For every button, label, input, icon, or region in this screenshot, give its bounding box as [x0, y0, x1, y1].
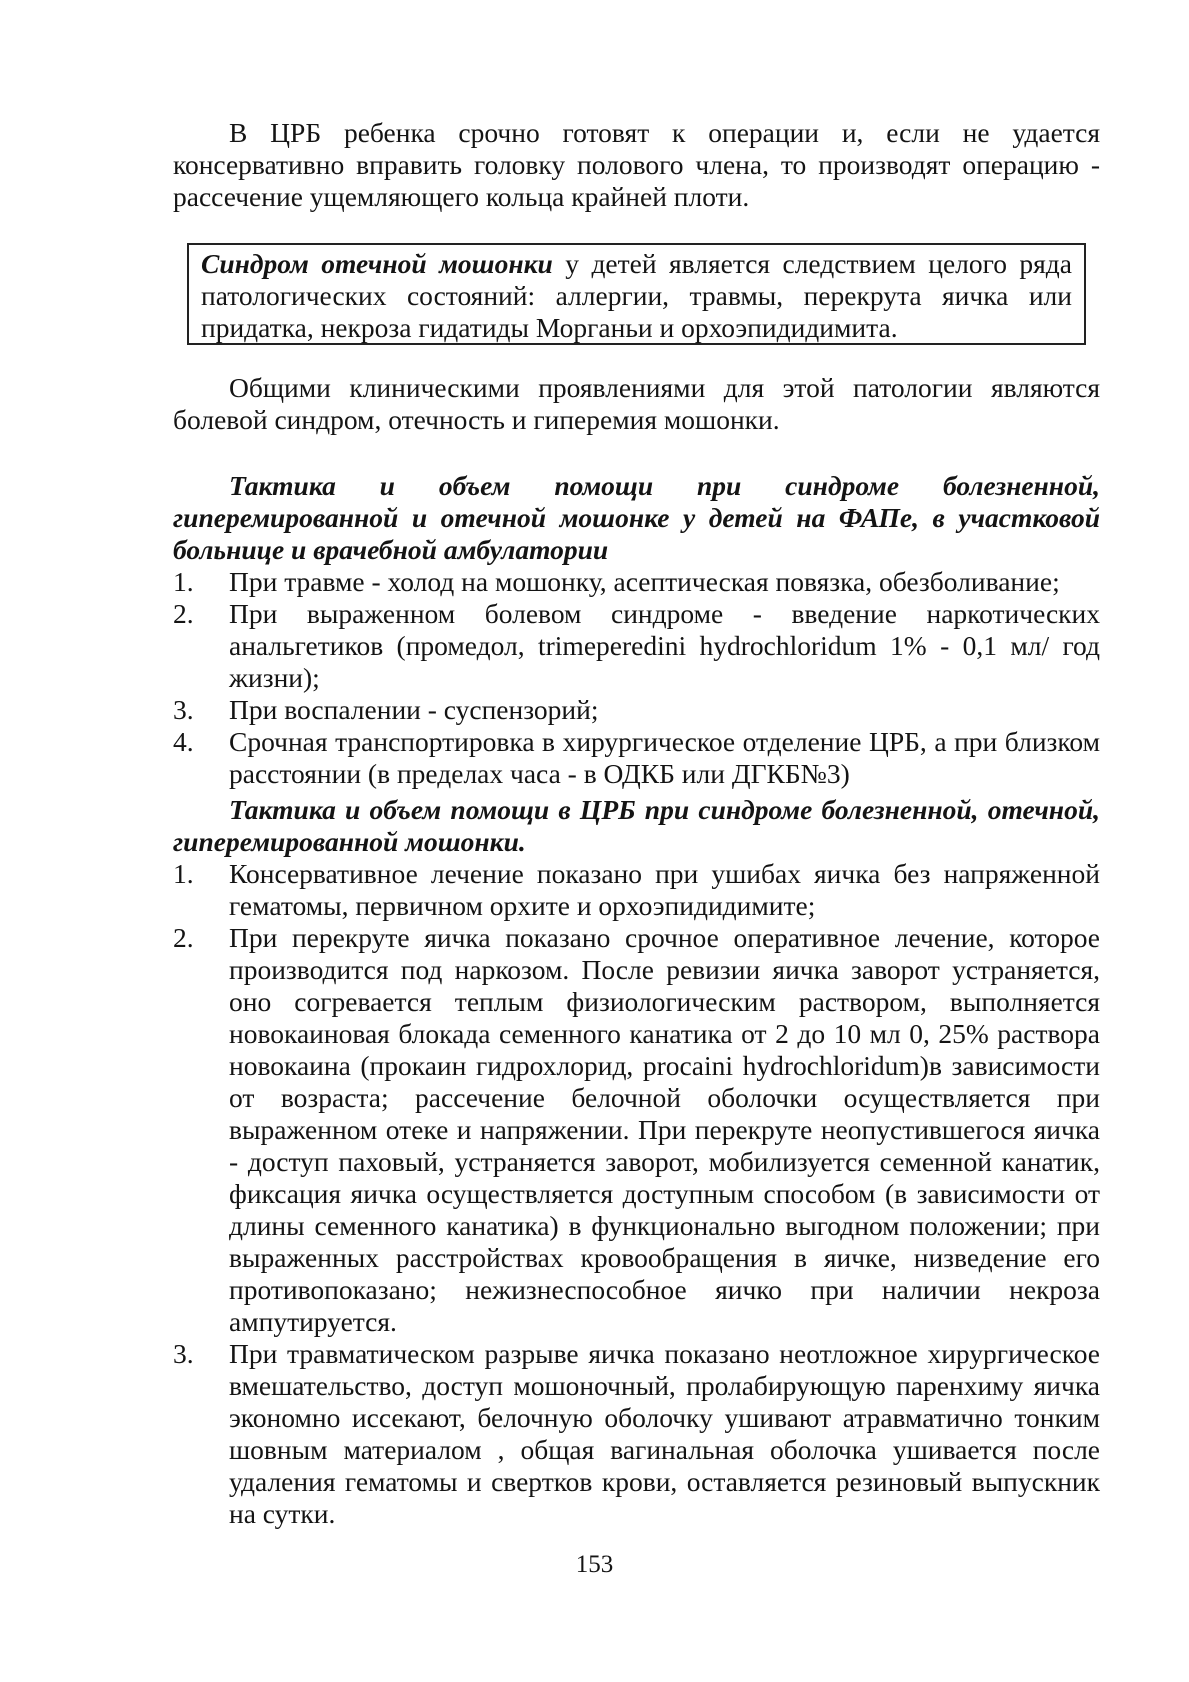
list-item-number: 4. [173, 726, 194, 757]
section1-heading: Тактика и объем помощи при синдроме болезненной, гиперемированной и отечной мошонке у детей на ФАПе, в участковой больнице и врачебной амбулатории [173, 470, 1100, 565]
general-paragraph: Общими клиническими проявлениями для этой патологии являются болевой синдром, отечность и гиперемия мошонки. [173, 372, 1100, 435]
list-item-number: 1. [173, 858, 194, 889]
list-item-text: При травме - холод на мошонку, асептическая повязка, обезболивание; [229, 566, 1060, 597]
list-item-number: 3. [173, 1338, 194, 1369]
section2-list [173, 858, 1100, 1530]
list-item-text: При воспалении - суспензорий; [229, 694, 599, 725]
list-item [173, 1338, 1100, 1530]
section1-list [173, 566, 1100, 790]
list-item [173, 858, 1100, 922]
intro-paragraph: В ЦРБ ребенка срочно готовят к операции и, если не удается консервативно вправить головку полового члена, то производят операцию - рассечение ущемляющего кольца крайней плоти. [173, 117, 1100, 212]
section2-heading: Тактика и объем помощи в ЦРБ при синдроме болезненной, отечной, гиперемированной мошонки. [173, 794, 1100, 857]
list-item-number: 2. [173, 598, 194, 629]
list-item [173, 694, 1100, 726]
list-item [173, 726, 1100, 790]
list-item [173, 566, 1100, 598]
list-item [173, 598, 1100, 694]
definition-box [187, 243, 1086, 345]
page-number: 153 [575, 1551, 614, 1578]
list-item [173, 922, 1100, 1338]
list-item-number: 3. [173, 694, 194, 725]
list-item-text: При перекруте яичка показано срочное оперативное лечение, которое производится под наркозом. После ревизии яичка заворот устраняется, оно согревается теплым физиологическим раствором, выполняется новокаиновая блокада семенного канатика от 2 до 10 мл 0, 25% раствора новокаина (прокаин гидрохлорид, procaini hydrochloridum)в зависимости от возраста; рассечение белочной оболочки осуществляется при выраженном отеке и напряжении. При перекруте неопустившегося яичка - доступ паховый, устраняется заворот, мобилизуется семенной канатик, фиксация яичка осуществляется доступным способом (в зависимости от длины семенного канатика) в функционально выгодном положении; при выраженных расстройствах кровообращения в яичке, низведение его противопоказано; нежизнеспособное яичко при наличии некроза ампутируется. [229, 922, 1100, 1337]
list-item-number: 1. [173, 566, 194, 597]
list-item-text: При выраженном болевом синдроме - введение наркотических анальгетиков (промедол, trimeperedini hydrochloridum 1% - 0,1 мл/ год жизни); [229, 598, 1100, 693]
definition-term: Синдром отечной мошонки [201, 248, 553, 279]
list-item-text: Консервативное лечение показано при ушибах яичка без напряженной гематомы, первичном орхите и орхоэпидидимите; [229, 858, 1100, 921]
definition-text: у детей является следствием целого ряда патологических состояний: аллергии, травмы, перекрута яичка или придатка, некроза гидатиды Морганьи и орхоэпидидимита. [201, 248, 1072, 343]
list-item-number: 2. [173, 922, 194, 953]
list-item-text: Срочная транспортировка в хирургическое отделение ЦРБ, а при близком расстоянии (в пределах часа - в ОДКБ или ДГКБ№3) [229, 726, 1100, 789]
list-item-text: При травматическом разрыве яичка показано неотложное хирургическое вмешательство, доступ мошоночный, пролабирующую паренхиму яичка экономно иссекают, белочную оболочку ушивают атравматично тонким шовным материалом , общая вагинальная оболочка ушивается после удаления гематомы и свертков крови, оставляется резиновый выпускник на сутки. [229, 1338, 1100, 1529]
